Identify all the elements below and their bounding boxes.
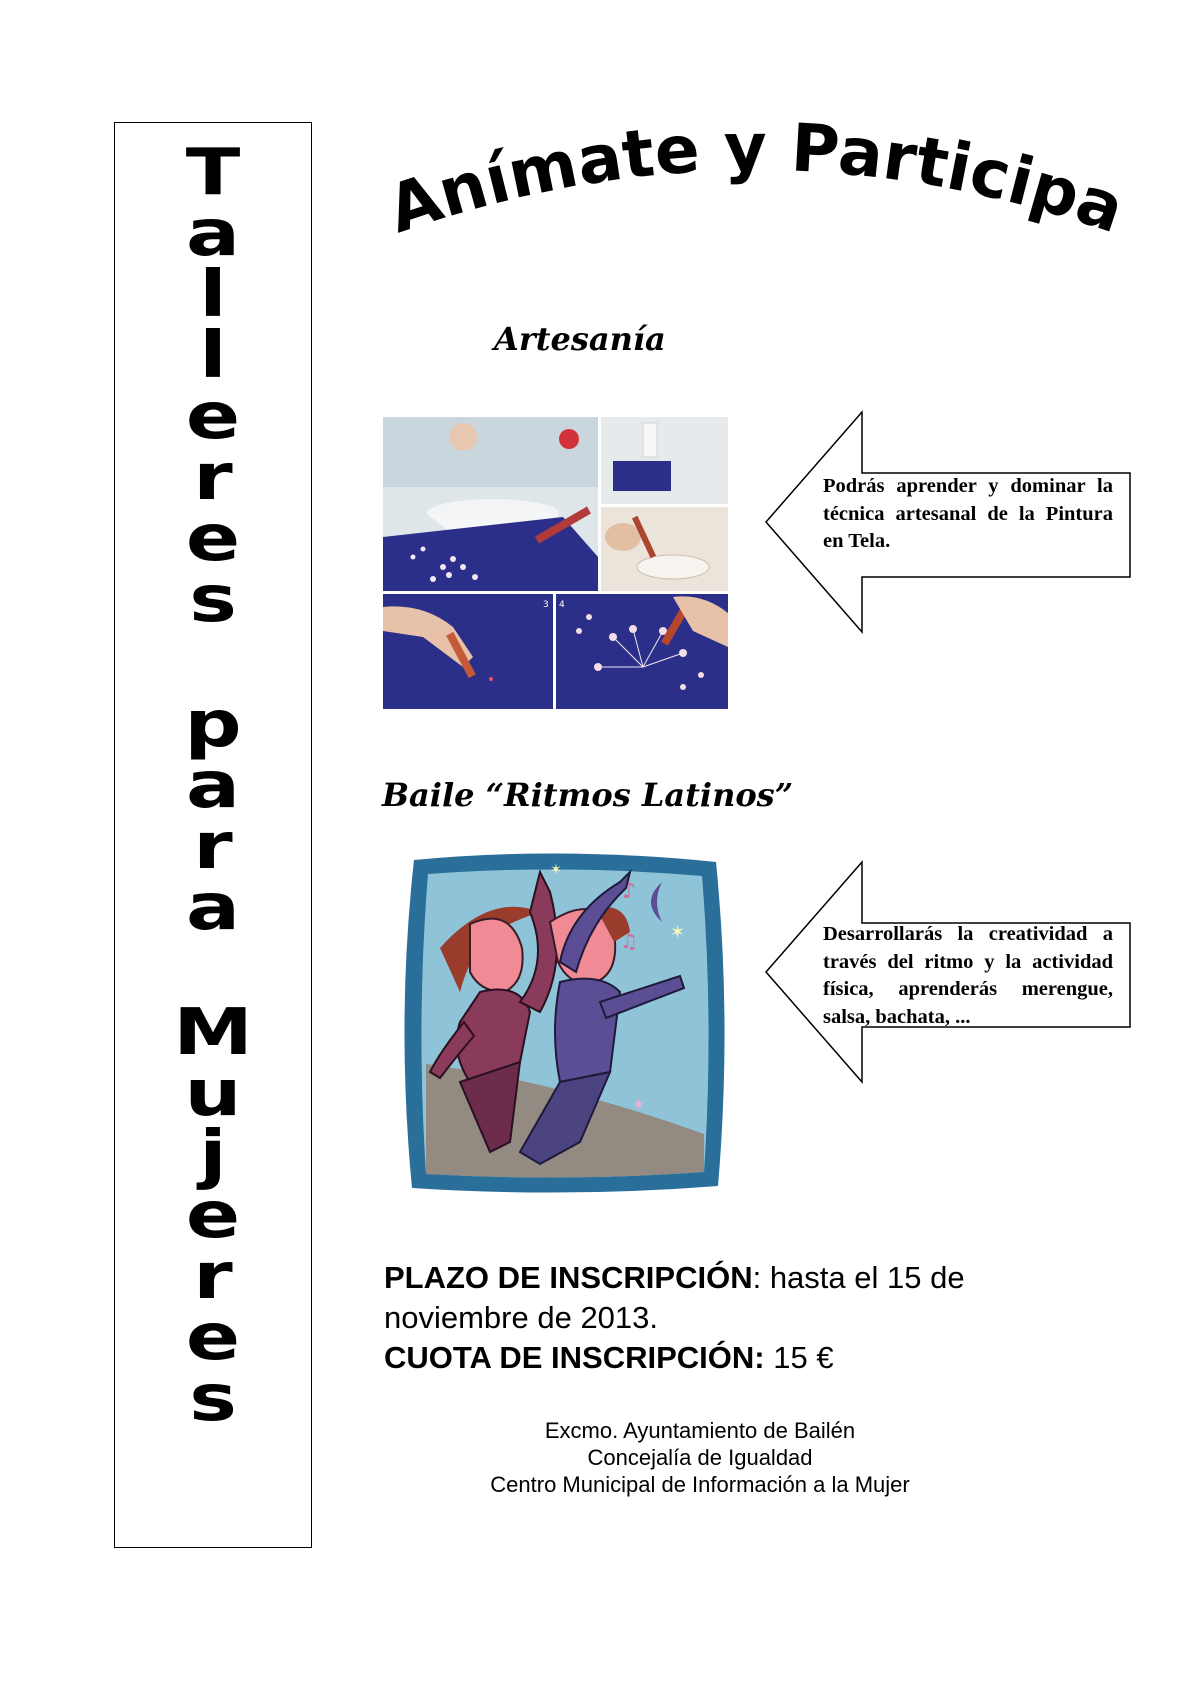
side-title-box [114,122,312,1548]
side-title-letter: l [199,258,227,332]
side-title-letter: a [186,871,240,945]
footer-line-1: Excmo. Ayuntamiento de Bailén [544,1418,856,1443]
side-title-letter: r [193,810,233,884]
registration-period-value: : hasta el 15 de noviembre de 2013. [384,1260,965,1335]
headline [356,108,1156,270]
footer [390,1417,1010,1498]
side-title-letter: e [185,380,241,454]
side-title-letter: a [186,749,240,823]
side-title-letter: s [189,1362,237,1436]
dancers-illustration [400,852,730,1196]
side-title-letter: a [186,197,240,271]
registration-fee-value: 15 € [764,1340,834,1375]
side-title-letter: e [185,1301,241,1375]
side-title-letter: s [189,563,237,637]
svg-text:♪: ♪ [622,879,637,904]
headline-text: Anímate y Participa [378,108,1134,249]
side-title-letter: l [199,319,227,393]
side-title-letter: T [185,136,241,210]
side-title [115,136,311,1436]
footer-line-2: Concejalía de Igualdad [587,1445,813,1470]
callout-baile-text: Desarrollarás la creatividad a través del ritmo y la actividad física, aprenderás merengue, salsa, bachata, ... [823,923,1113,1028]
svg-text:✶: ✶ [632,1095,646,1114]
side-title-letter: e [185,1179,241,1253]
side-title-letter: u [184,1057,242,1131]
callout-artesania-text: Podrás aprender y dominar la técnica artesanal de la Pintura en Tela. [823,475,1113,552]
side-title-letter: p [184,688,242,762]
registration-fee-label: CUOTA DE INSCRIPCIÓN: [384,1340,765,1375]
section-title-baile: Baile “Ritmos Latinos” [382,776,794,814]
painting-on-fabric-photo [383,417,728,709]
svg-text:3: 3 [543,600,549,610]
registration-info [384,1258,1084,1378]
side-title-letter: r [193,1240,233,1314]
registration-fee [384,1338,1084,1378]
svg-text:✶: ✶ [550,862,562,878]
side-title-letter: r [193,441,233,515]
registration-period-label: PLAZO DE INSCRIPCIÓN [384,1260,753,1295]
callout-artesania [766,411,1136,633]
registration-period [384,1258,1084,1338]
section-title-artesania: Artesanía [494,320,666,358]
side-title-letter: M [173,996,253,1070]
callout-baile [766,861,1136,1083]
svg-text:4: 4 [559,600,565,610]
side-title-letter: j [199,1118,227,1192]
footer-line-3: Centro Municipal de Información a la Mujer [490,1472,910,1497]
side-title-letter: e [185,502,241,576]
svg-text:♫: ♫ [620,929,638,953]
svg-text:✶: ✶ [670,922,686,943]
svg-text:Anímate y Participa [379,109,1134,248]
